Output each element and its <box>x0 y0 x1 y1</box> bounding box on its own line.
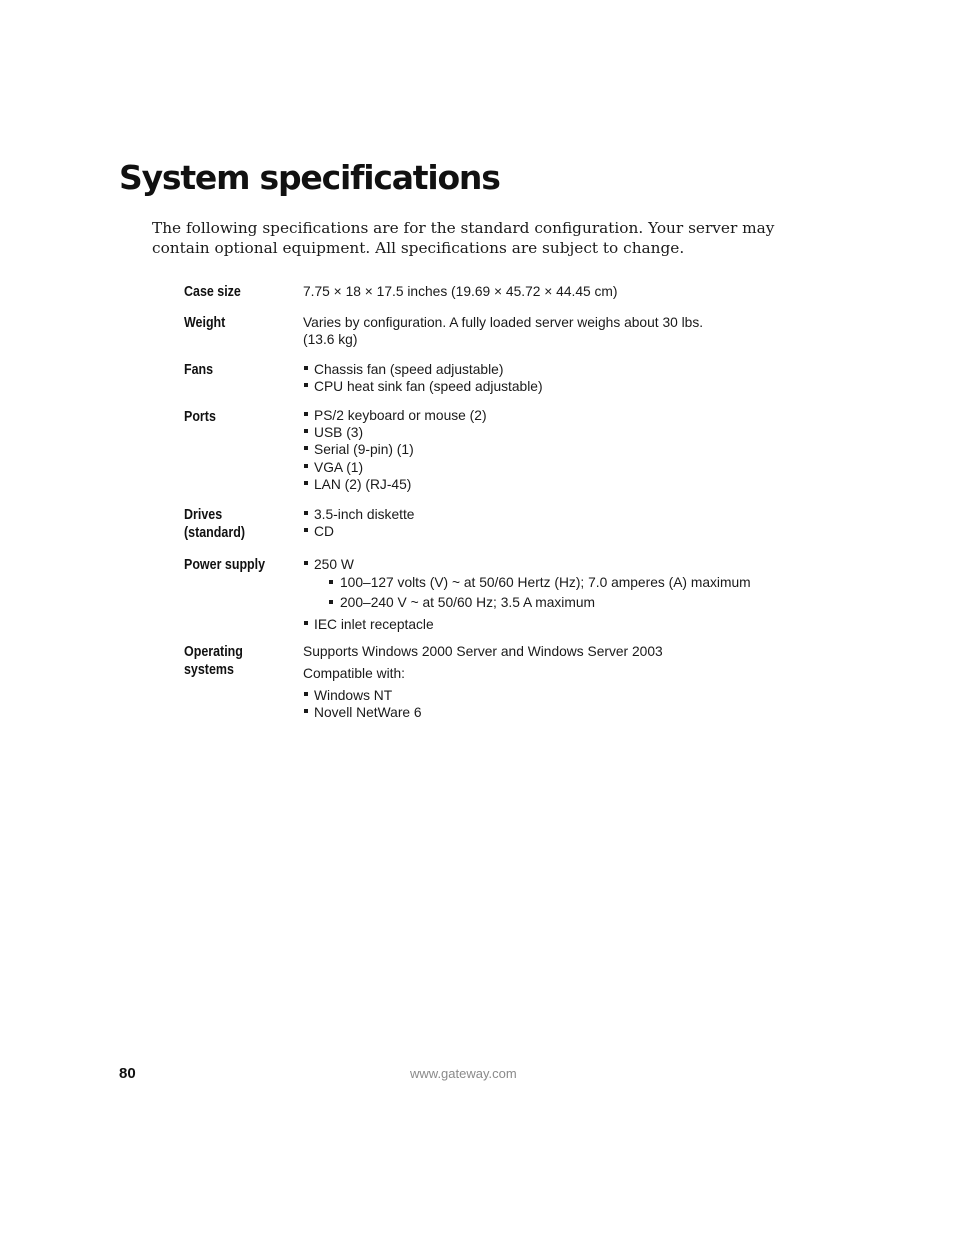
spec-value-fans <box>303 361 543 395</box>
sub-list-item: 100–127 volts (V) ~ at 50/60 Hertz (Hz); 7.0 amperes (A) maximum <box>329 573 751 593</box>
spec-label-ports: Ports <box>184 409 216 425</box>
list-item: 3.5-inch diskette <box>303 506 414 523</box>
page-number: 80 <box>119 1065 136 1082</box>
spec-value-power-supply <box>303 556 751 633</box>
power-supply-list <box>303 556 751 633</box>
weight-line-2: (13.6 kg) <box>303 332 358 347</box>
footer-url: www.gateway.com <box>410 1066 517 1081</box>
list-item: VGA (1) <box>303 459 487 476</box>
spec-label-case-size: Case size <box>184 284 241 300</box>
power-rating: 250 W <box>314 557 354 572</box>
list-item: PS/2 keyboard or mouse (2) <box>303 407 487 424</box>
spec-value-ports <box>303 407 487 493</box>
list-item <box>303 556 751 616</box>
list-item: CD <box>303 523 414 540</box>
list-item: Serial (9-pin) (1) <box>303 441 487 458</box>
spec-value-weight <box>303 314 703 348</box>
spec-value-operating-systems <box>303 643 663 721</box>
ports-list <box>303 407 487 493</box>
sub-list-item: 200–240 V ~ at 50/60 Hz; 3.5 A maximum <box>329 593 751 613</box>
list-item: USB (3) <box>303 424 487 441</box>
spec-value-case-size: 7.75 × 18 × 17.5 inches (19.69 × 45.72 × 44.45 cm) <box>303 284 618 299</box>
list-item: Novell NetWare 6 <box>303 704 663 721</box>
page-title: System specifications <box>119 158 500 197</box>
spec-label-operating-systems <box>184 643 279 679</box>
fans-list <box>303 361 543 395</box>
list-item: Windows NT <box>303 687 663 704</box>
drives-list <box>303 506 414 540</box>
list-item: LAN (2) (RJ-45) <box>303 476 487 493</box>
os-compatible-text: Compatible with: <box>303 666 405 681</box>
spec-value-drives <box>303 506 414 540</box>
os-supports-text: Supports Windows 2000 Server and Windows Server 2003 <box>303 644 663 659</box>
spec-label-weight: Weight <box>184 315 226 331</box>
list-item: Chassis fan (speed adjustable) <box>303 361 543 378</box>
list-item: CPU heat sink fan (speed adjustable) <box>303 378 543 395</box>
drives-label-line-2: (standard) <box>184 525 245 541</box>
os-compatible-list <box>303 687 663 721</box>
spec-label-power-supply: Power supply <box>184 557 266 573</box>
intro-paragraph: The following specifications are for the standard configuration. Your server may contain optional equipment. All specifications are subject to change. <box>152 219 775 257</box>
os-label-line-1: Operating <box>184 644 243 660</box>
os-label-line-2: systems <box>184 662 234 678</box>
spec-label-fans: Fans <box>184 362 214 378</box>
weight-line-1: Varies by configuration. A fully loaded server weighs about 30 lbs. <box>303 315 704 330</box>
spec-label-drives <box>184 506 279 542</box>
voltage-sub-list <box>314 573 751 616</box>
list-item: IEC inlet receptacle <box>303 616 751 633</box>
drives-label-line-1: Drives <box>184 507 223 523</box>
